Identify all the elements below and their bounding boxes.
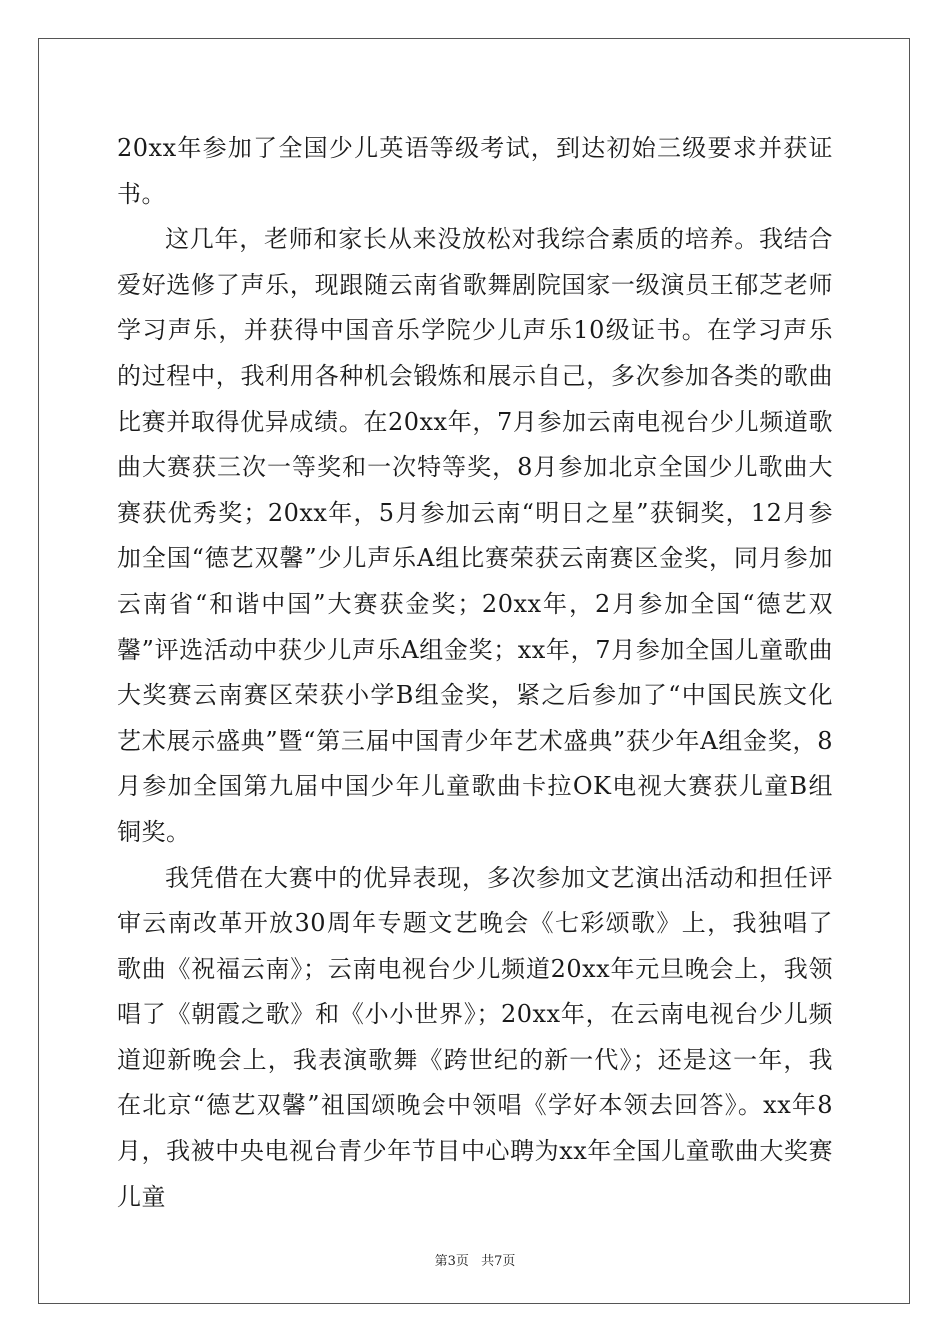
paragraph-1: 20xx年参加了全国少儿英语等级考试，到达初始三级要求并获证书。 (117, 134, 833, 208)
page-total: 共7页 (481, 1254, 516, 1269)
paragraph-2: 这几年，老师和家长从来没放松对我综合素质的培养。我结合爱好选修了声乐，现跟随云南省歌舞剧院国家一级演员王郁芝老师学习声乐，并获得中国音乐学院少儿声乐10级证书。在学习声乐的过程中，我利用各种机会锻炼和展示自己，多次参加各类的歌曲比赛并取得优异成绩。在20xx年，7月参加云南电视台少儿频道歌曲大赛获三次一等奖和一次特等奖，8月参加北京全国少儿歌曲大赛获优秀奖；20xx年，5月参加云南“明日之星”获铜奖，12月参加全国“德艺双馨”少儿声乐A组比赛荣获云南赛区金奖，同月参加云南省“和谐中国”大赛获金奖；20xx年，2月参加全国“德艺双馨”评选活动中获少儿声乐A组金奖；xx年，7月参加全国儿童歌曲大奖赛云南赛区荣获小学B组金奖，紧之后参加了“中国民族文化艺术展示盛典”暨“第三届中国青少年艺术盛典”获少年A组金奖，8月参加全国第九届中国少年儿童歌曲卡拉OK电视大赛获儿童B组铜奖。 (117, 225, 833, 846)
page-footer (0, 1250, 950, 1269)
document-body (117, 126, 833, 1220)
page-number: 第3页 (434, 1254, 469, 1269)
paragraph-3: 我凭借在大赛中的优异表现，多次参加文艺演出活动和担任评审云南改革开放30周年专题文艺晚会《七彩颂歌》上，我独唱了歌曲《祝福云南》；云南电视台少儿频道20xx年元旦晚会上，我领唱了《朝霞之歌》和《小小世界》；20xx年，在云南电视台少儿频道迎新晚会上，我表演歌舞《跨世纪的新一代》；还是这一年，我在北京“德艺双馨”祖国颂晚会中领唱《学好本领去回答》。xx年8月，我被中央电视台青少年节目中心聘为xx年全国儿童歌曲大奖赛儿童 (117, 863, 833, 1211)
